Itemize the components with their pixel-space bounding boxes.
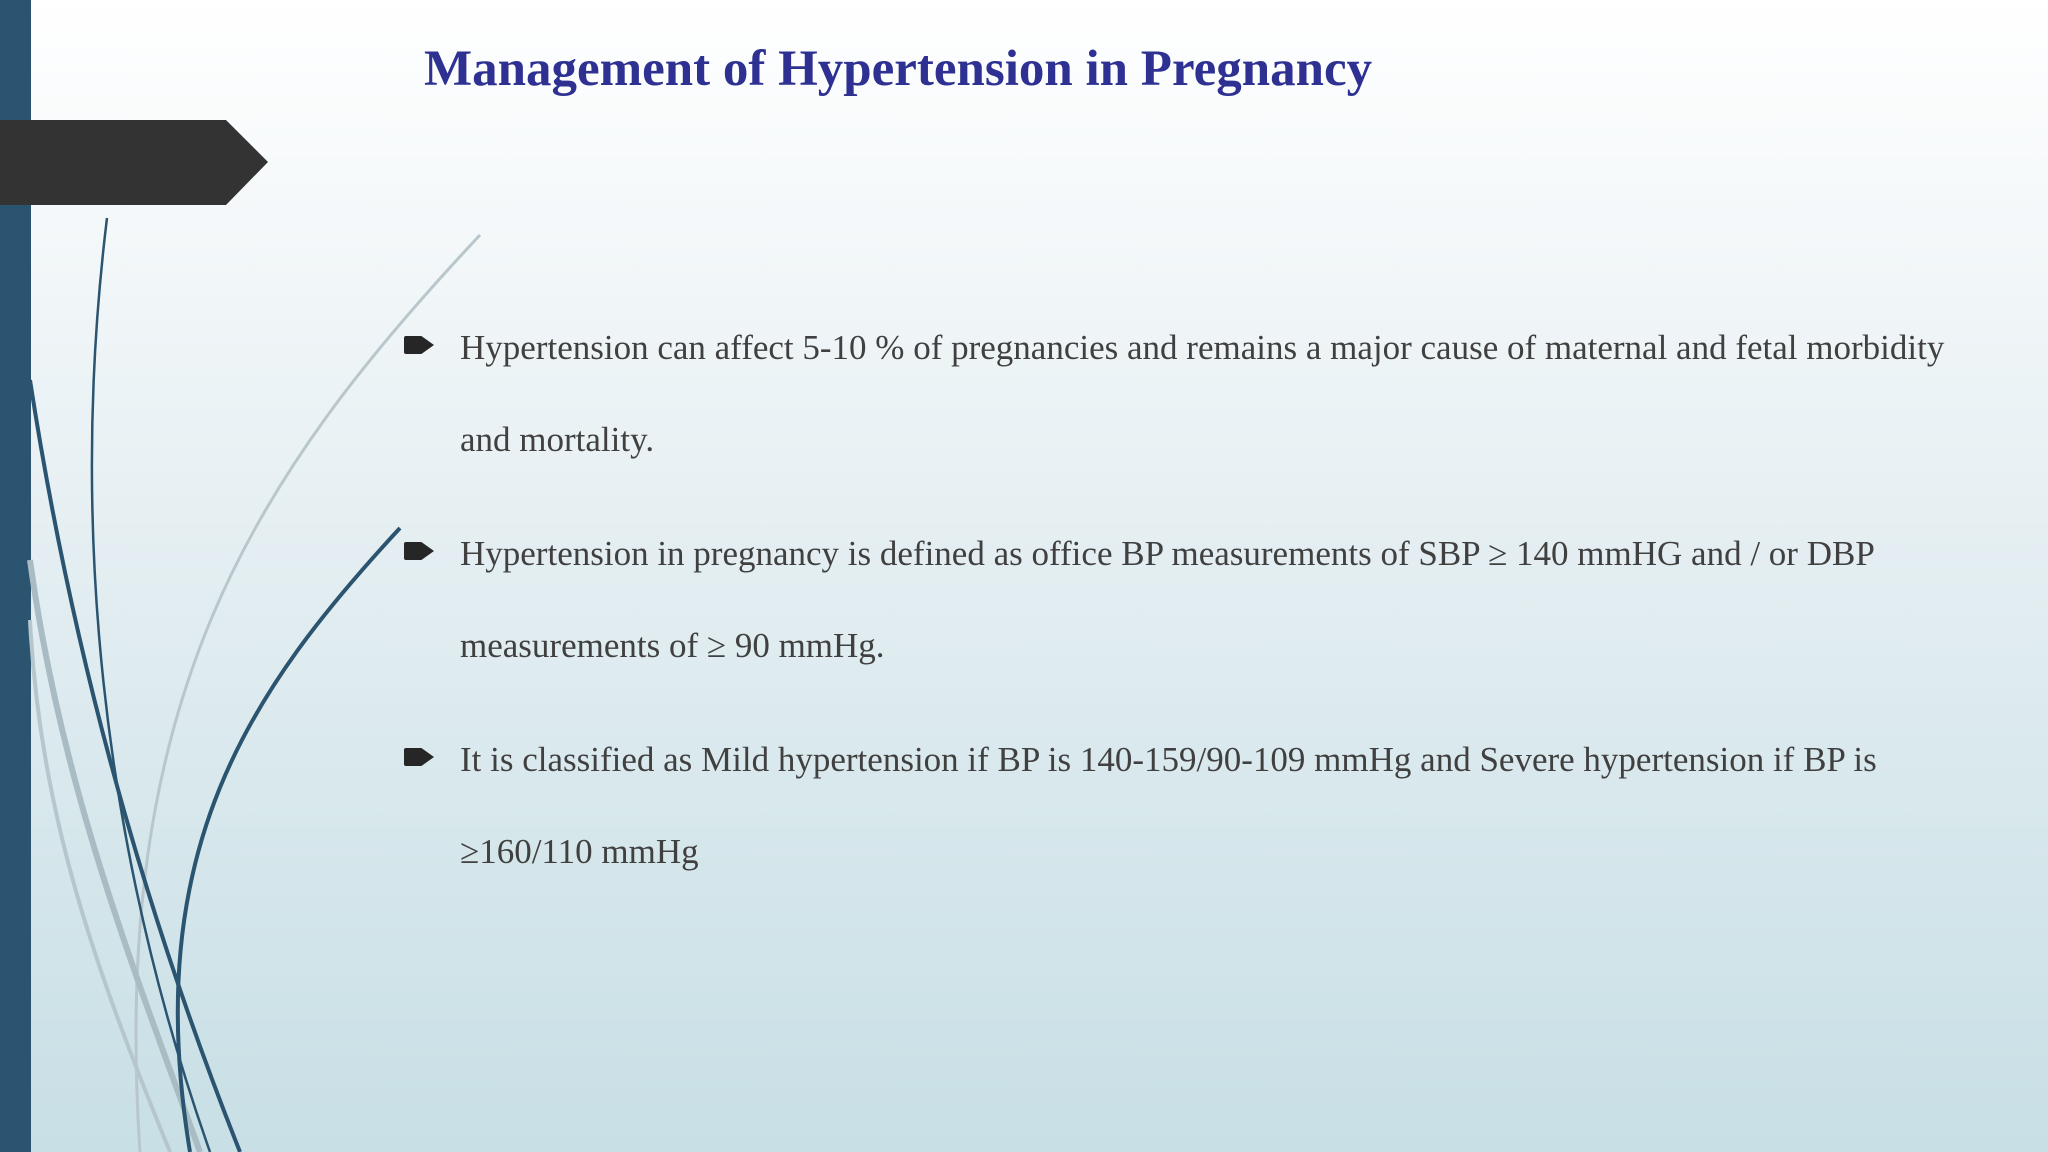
bullet-text: It is classified as Mild hypertension if BP is 140-159/90-109 mmHg and Severe hypertension if BP is ≥160/110 mmHg [460,740,1877,871]
bullet-text: Hypertension in pregnancy is defined as office BP measurements of SBP ≥ 140 mmHG and / or DBP measurements of ≥ 90 mmHg. [460,534,1874,665]
arrow-tab-shape [0,120,268,205]
bullet-text: Hypertension can affect 5-10 % of pregnancies and remains a major cause of maternal and fetal morbidity and mortality. [460,328,1945,459]
bullet-item [400,302,1960,486]
bullet-item [400,508,1960,692]
arrow-bullet-icon [404,748,434,766]
bullet-list [400,302,1960,920]
slide-title: Management of Hypertension in Pregnancy [424,41,1373,97]
bullet-item [400,714,1960,898]
arrow-bullet-icon [404,542,434,560]
arrow-bullet-icon [404,336,434,354]
